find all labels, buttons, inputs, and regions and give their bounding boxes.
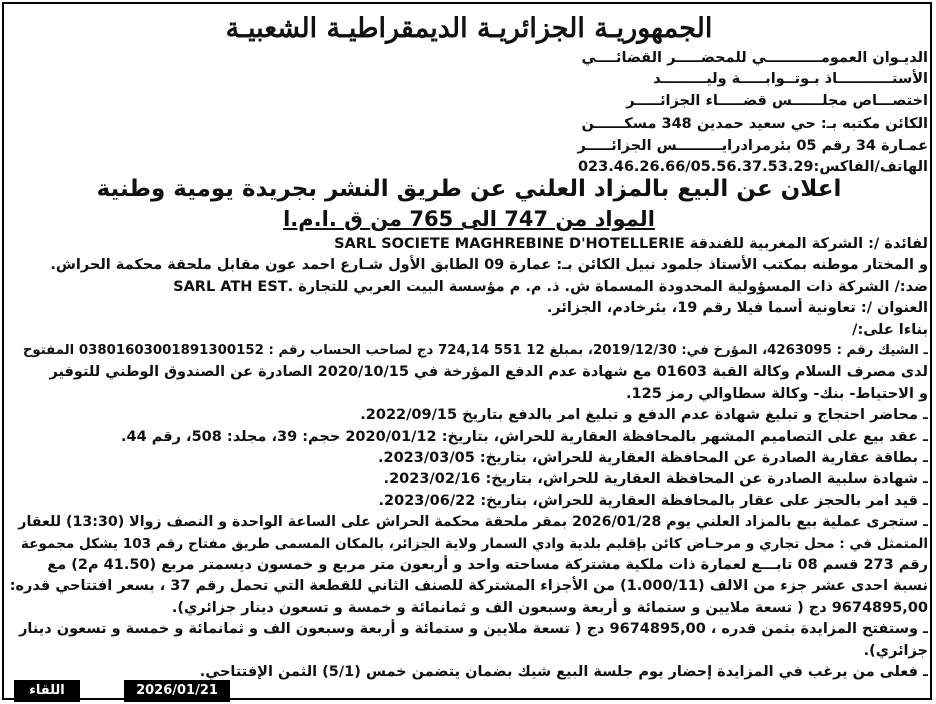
republic-title: الجمهوريـة الجزائريـة الديمقراطيـة الشعبيـة xyxy=(225,13,713,44)
body-line: نسبة احدى عشر جزء من الالف (1.000/11) من الأجزاء المشتركة للصنف الثاني للقطعة التي تحمل رقم 37 ، بسعر افتتاحي قدره: xyxy=(10,578,928,595)
office-line: الديـوان العمومـــــــــــي للمحضـــــر القضائــــي xyxy=(581,50,928,66)
body-line: لدى مصرف السلام وكالة القبة 01603 مع شهادة عدم الدفع المؤرخة في 2020/10/15 الصادرة عن الصندوق الوطني للتوفير xyxy=(49,364,928,381)
articles-line: المواد من 747 الى 765 من ق .ا.م.ا xyxy=(283,207,655,231)
newspaper-name: اللقاء xyxy=(14,680,80,702)
body-line: العنوان /: تعاونية أسما فيلا رقم 19، بئرخادم، الجزائر. xyxy=(546,300,928,317)
publication-footer xyxy=(14,680,234,702)
body-line: ضد:/ الشركة ذات المسؤولية المحدودة المسماة ش. ذ. م. م مؤسسة البيت العربي للتجارة .SARL ATH EST xyxy=(173,278,928,295)
body-line: ـ قيد امر بالحجز على عقار بالمحافظة العقارية للحراش، بتاريخ: 2023/06/22. xyxy=(378,492,928,509)
bailiff-line: الأستـــــــــــاذ بـوتــوابـــــة وليـــــــــد xyxy=(653,71,928,87)
body-line: ـ عقد بيع على التصاميم المشهر بالمحافظة العقارية للحراش، بتاريخ: 2020/01/12 حجم: 39، مجلد: 508، رقم 44. xyxy=(121,428,928,445)
body-line: ـ الشيك رقم : 4263095، المؤرخ في: 2019/12/30، بمبلغ 12 551 724,14 دج لصاحب الحساب رقم : 03801603001891300152 المفتوح xyxy=(22,343,928,358)
body-line: ـ ستجرى عملية بيع بالمزاد العلني يوم 2026/01/28 بمقر ملحقة محكمة الحراش على الساعة الواحدة و النصف زوالا (13:30) للعقار xyxy=(18,514,928,531)
body-line: ـ شهادة سلبية الصادرة عن المحافظة العقارية للحراش، بتاريخ: 2023/02/16. xyxy=(383,471,928,488)
body-line: ـ محاضر احتجاج و تبليغ شهادة عدم الدفع و تبليغ امر بالدفع بتاريخ 2022/09/15. xyxy=(360,407,928,424)
jurisdiction-line: اختصـــاص مجلــــــس قضـــــاء الجزائـــــر xyxy=(626,93,928,109)
address-line-2: عمـارة 34 رقم 05 بئرمرادرايـــــــــس الجزائـــــر xyxy=(577,138,928,154)
body-line: ـ بطاقة عقارية الصادرة عن المحافظة العقارية للحراش، بتاريخ: 2023/03/05. xyxy=(377,450,928,466)
notice-document xyxy=(4,4,934,702)
body-line: جزائري). xyxy=(863,642,928,659)
notice-headline: اعلان عن البيع بالمزاد العلني عن طريق النشر بجريدة يومية وطنية xyxy=(96,176,842,202)
contacts-line: الهاتف/الفاكس:023.46.26.66/05.56.37.53.29 xyxy=(577,159,928,175)
body-line: المتمثل في : محل تجاري و مرحـاض كائن بإقليم بلدية وادي السمار ولاية الجزائر، بالمكان المسمى طريق مفتاح رقم 103 يشكل مجموعة xyxy=(20,535,928,552)
body-line: رقم 273 قسم 08 تابـــع لعمارة ذات ملكية مشتركة مساحته واحد و أربعون متر مربع و خمسون ديسمتر مربع (41.50 م2) مع xyxy=(47,557,928,573)
body-line: ـ فعلى من يرغب في المزايدة إحضار يوم جلسة البيع شيك بضمان يتضمن خمس (5/1) الثمن الإفتتاحي. xyxy=(199,664,928,680)
body-line: بناءا على:/ xyxy=(852,321,928,338)
notice-frame xyxy=(2,2,932,700)
body-line: ـ وستفتح المزايدة بثمن قدره ، 9674895,00 دج ( تسعة ملايين و ستمائة و أربعة وسبعون الف و ثمانمائة و خمسة و تسعون دينار xyxy=(19,621,928,638)
address-line-1: الكائن مكتبه بـ: حي سعيد حمدين 348 مسكــــــن xyxy=(581,116,928,132)
body-line: و الاحتياط- بنك- وكالة سطاوالي رمز 125. xyxy=(626,385,928,402)
body-line: و المختار موطنه بمكتب الأستاذ جلمود نبيل الكائن بـ: عمارة 09 الطابق الأول شـارع احمد عون مقابل ملحقة محكمة الحراش. xyxy=(50,257,928,274)
body-line: 9674895,00 دج ( تسعة ملايين و ستمائة و أربعة وسبعون الف و ثمانمائة و خمسة و تسعون دينار جزائري). xyxy=(171,599,928,616)
body-line: لفائدة /: الشركة المغربية للفندقة SARL SOCIETE MAGHREBINE D'HOTELLERIE xyxy=(334,236,928,252)
publication-date: 2026/01/21 xyxy=(124,680,230,702)
